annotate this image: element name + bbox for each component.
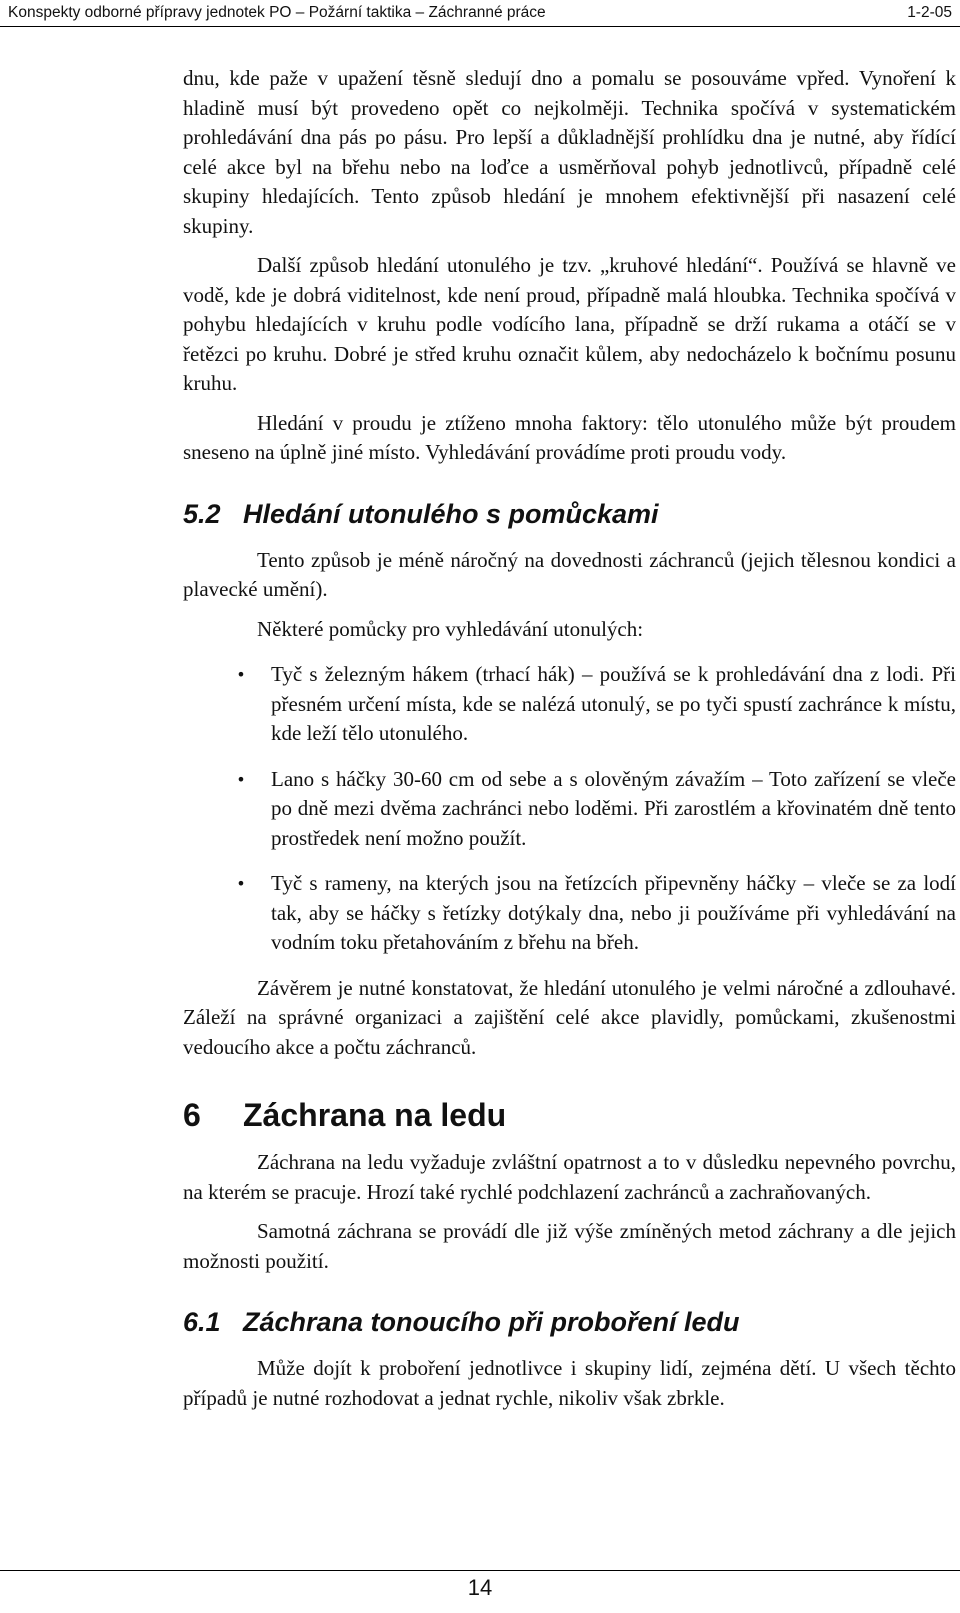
document-body bbox=[183, 64, 956, 1413]
section-heading-6 bbox=[183, 1096, 956, 1134]
paragraph-current-search: Hledání v proudu je ztíženo mnoha faktory: tělo utonulého může být proudem sneseno na úplně jiné místo. Vyhledávání provádíme proti proudu vody. bbox=[183, 410, 956, 464]
header-code: 1-2-05 bbox=[907, 4, 952, 21]
list-item: • Tyč s rameny, na kterých jsou na řetízcích připevněny háčky – vleče se za lodí tak, aby se háčky s řetízky dotýkaly dna, nebo ji používáme při vyhledávání na vodním toku přetahováním z břehu na břeh. bbox=[183, 869, 956, 958]
bullet-icon: • bbox=[236, 769, 246, 789]
section-number: 6.1 bbox=[183, 1307, 221, 1337]
section-title: Záchrana na ledu bbox=[243, 1097, 507, 1133]
list-item: • Lano s háčky 30-60 cm od sebe a s olověným závažím – Toto zařízení se vleče po dně mezi dvěma zachránci nebo loděmi. Při zarostlém a křovinatém dně tento prostředek není možno použít. bbox=[183, 765, 956, 854]
paragraph-conclusion: Závěrem je nutné konstatovat, že hledání utonulého je velmi náročné a zdlouhavé. Záleží na správné organizaci a zajištění celé akce plavidly, pomůckami, zkušenostmi vedoucího akce a počtu záchranců. bbox=[183, 975, 956, 1059]
footer-rule bbox=[0, 1570, 960, 1571]
paragraph-ice-rescue-methods: Samotná záchrana se provádí dle již výše zmíněných metod záchrany a dle jejich možnosti použití. bbox=[183, 1219, 956, 1273]
section-title: Hledání utonulého s pomůckami bbox=[243, 498, 659, 529]
paragraph-tools-intro: Tento způsob je méně náročný na dovednosti záchranců (jejich tělesnou kondici a plavecké umění). bbox=[183, 547, 956, 601]
bullet-icon: • bbox=[236, 665, 246, 684]
list-item: • Tyč s železným hákem (trhací hák) – používá se k prohledávání dna z lodi. Při přesném určení místa, kde se nalézá utonulý, se po tyči spustí zachránce k místu, kde leží tělo utonulého. bbox=[183, 660, 956, 749]
section-title: Záchrana tonoucího při proboření ledu bbox=[243, 1307, 740, 1337]
paragraph-continuation: dnu, kde paže v upažení těsně sledují dno a pomalu se posouváme vpřed. Vynoření k hladině musí být provedeno opět co nejkolměji. Technika spočívá v systematickém prohledávání dna pás po pásu. Pro lepší a důkladnější prohlídku dna je nutné, aby řídící celé akce byl na břehu nebo na loďce a usměrňoval pohyb jednotlivců, případně celé skupiny hledajících. Tento způsob hledání je mnohem efektivnější při nasazení celé skupiny. bbox=[183, 66, 956, 238]
paragraph-ice-rescue-intro: Záchrana na ledu vyžaduje zvláštní opatrnost a to v důsledku nepevného povrchu, na kterém se pracuje. Hrozí také rychlé podchlazení zachránců a zachraňovaných. bbox=[183, 1150, 956, 1204]
page-number: 14 bbox=[467, 1575, 493, 1600]
header-rule bbox=[0, 26, 960, 27]
section-heading-6-1 bbox=[183, 1306, 956, 1338]
paragraph-ice-break: Může dojít k proboření jednotlivce i skupiny lidí, zejména dětí. U všech těchto případů je nutné rozhodovat a jednat rychle, nikoliv však zbrkle. bbox=[183, 1356, 956, 1410]
header-title: Konspekty odborné přípravy jednotek PO – Požární taktika – Záchranné práce bbox=[8, 4, 546, 21]
bullet-icon: • bbox=[236, 874, 246, 893]
paragraph-tools-list-lead: Některé pomůcky pro vyhledávání utonulých: bbox=[257, 616, 644, 641]
page-footer bbox=[0, 1573, 960, 1603]
section-number: 5.2 bbox=[183, 498, 221, 529]
section-heading-5-2 bbox=[183, 498, 956, 530]
tools-list bbox=[183, 660, 956, 958]
paragraph-circular-search: Další způsob hledání utonulého je tzv. „kruhové hledání“. Používá se hlavně ve vodě, kde je dobrá viditelnost, kde není proud, případně malá hloubka. Technika spočívá v pohybu hledajících v kruhu podle vodícího lana, případně se drží rukama a otáčí se v řetězci po kruhu. Dobré je střed kruhu označit kůlem, aby nedocházelo k bočnímu posunu kruhu. bbox=[183, 253, 956, 395]
section-number: 6 bbox=[183, 1097, 201, 1133]
page-header bbox=[0, 0, 960, 32]
